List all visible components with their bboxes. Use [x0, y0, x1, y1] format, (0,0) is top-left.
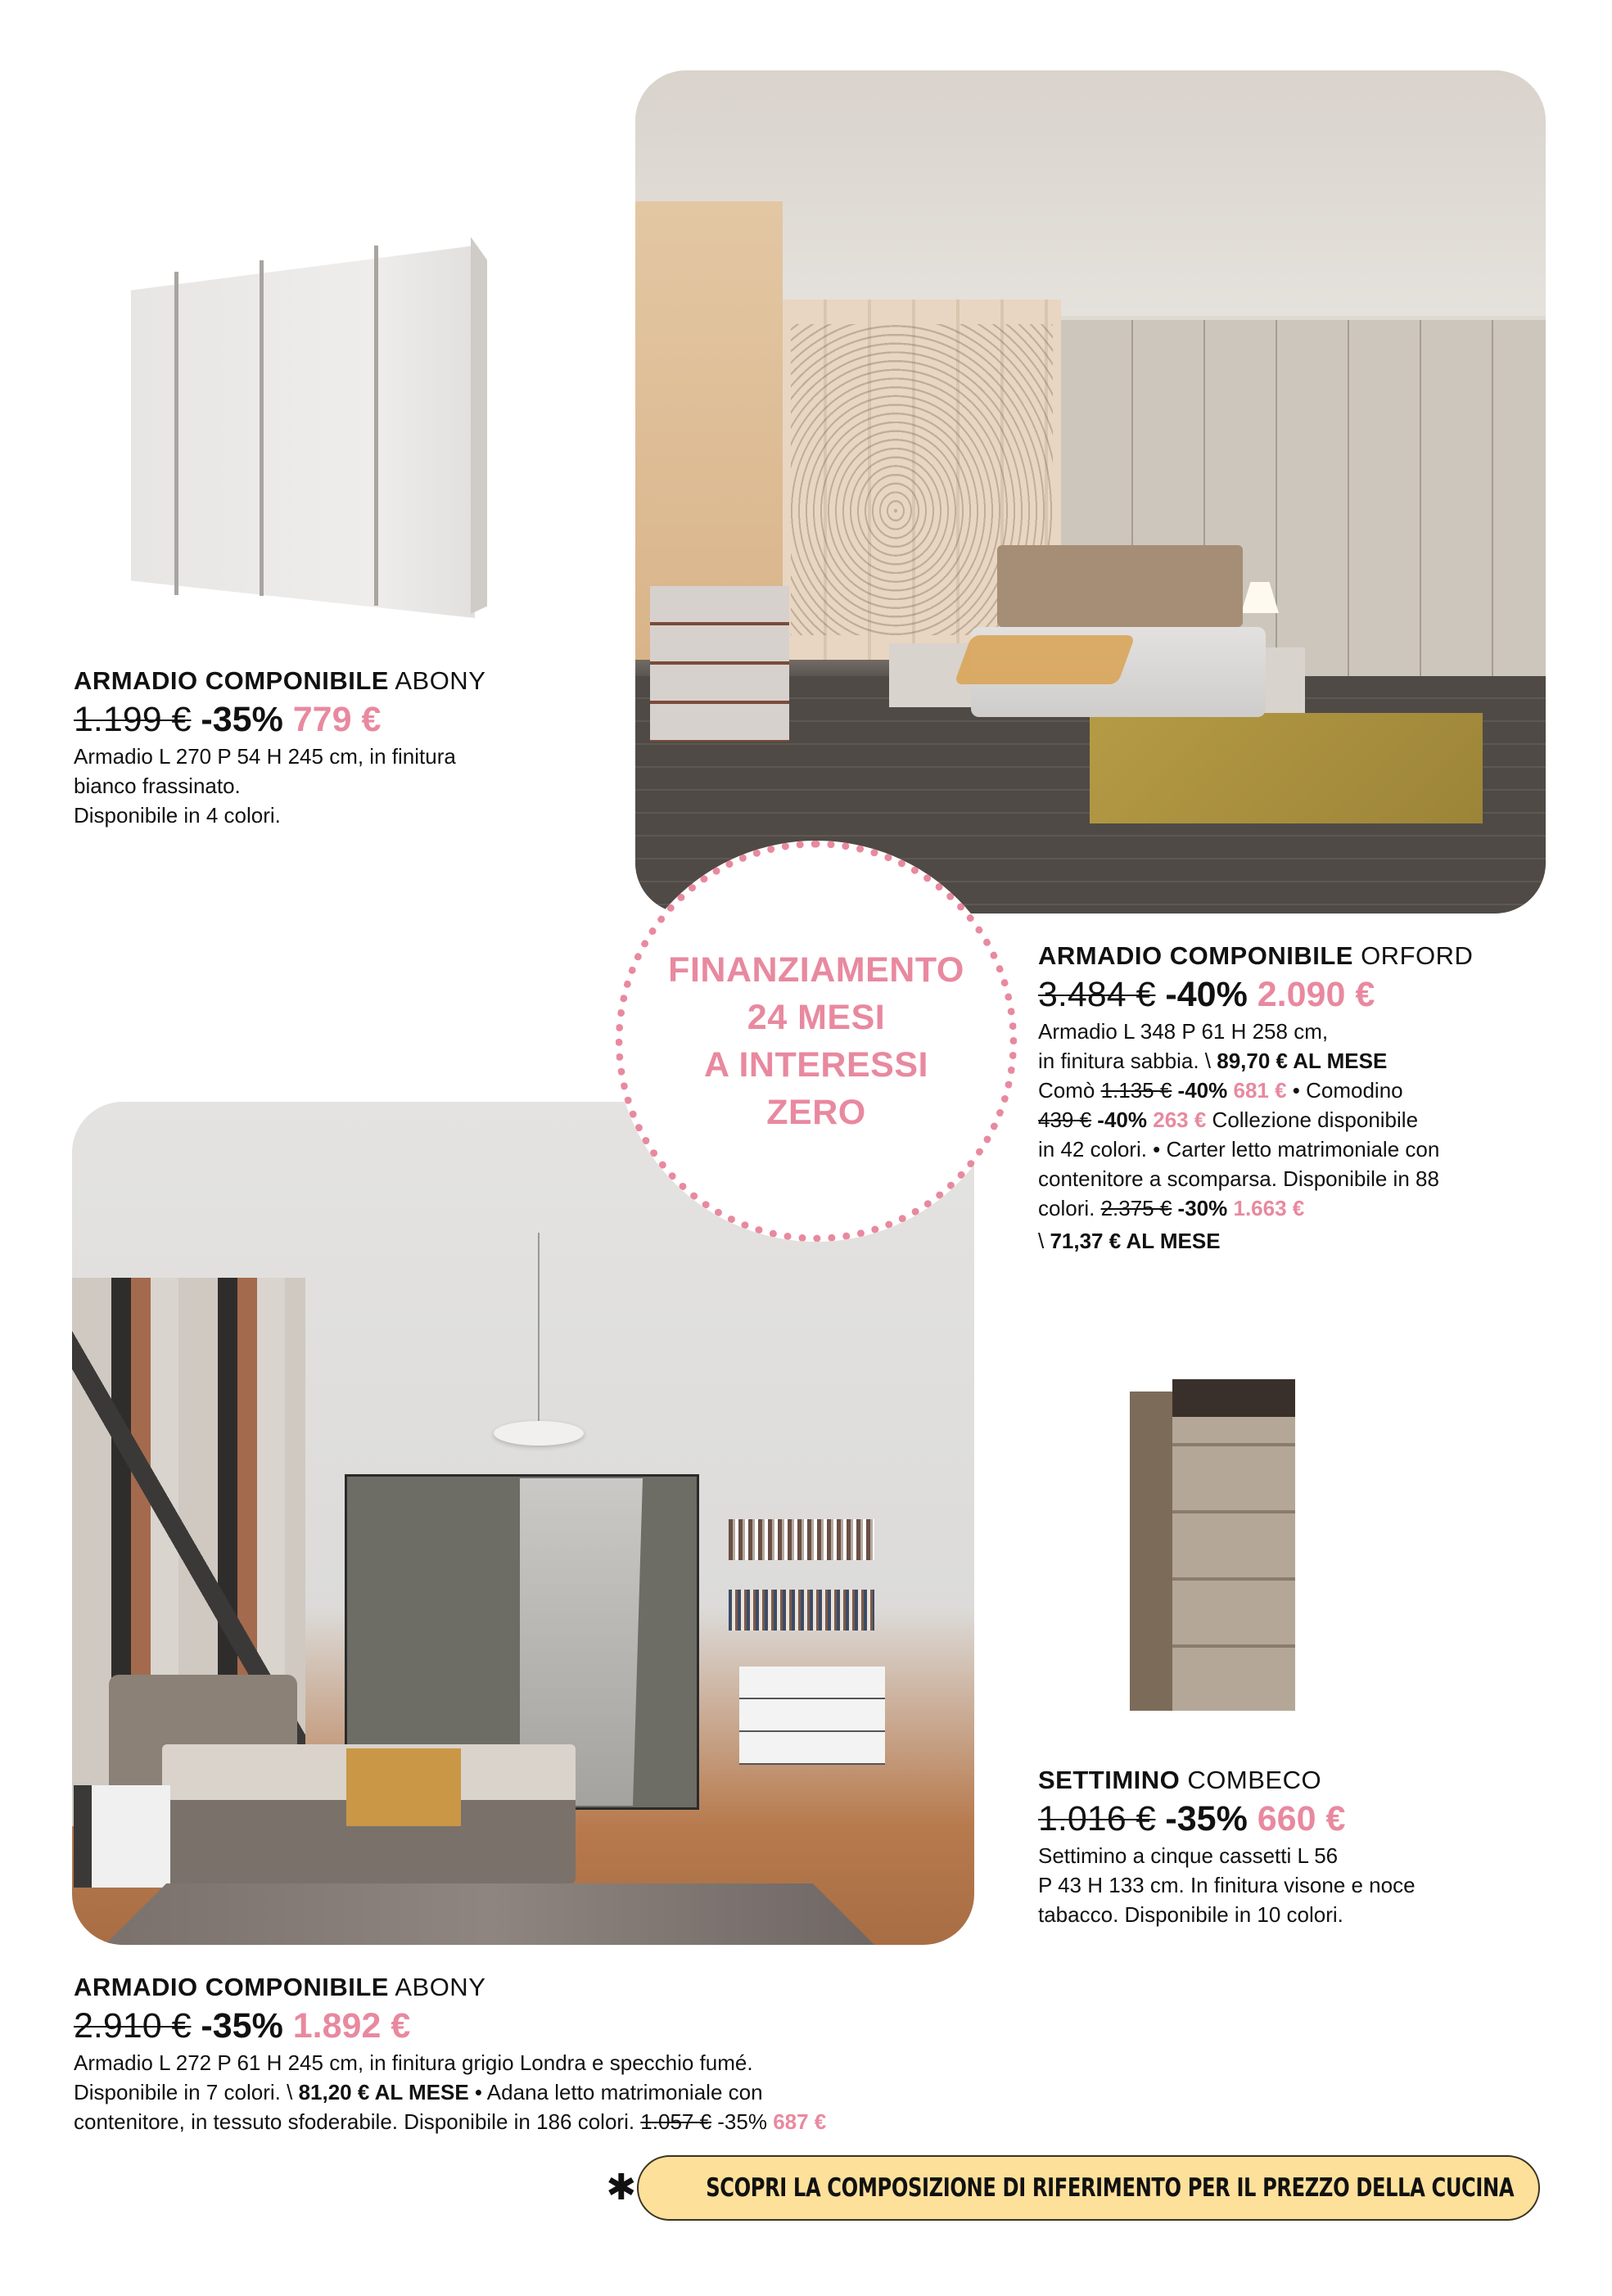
new-price: 687 € — [773, 2109, 827, 2134]
discount: -30% — [1172, 1196, 1234, 1220]
desc-line: Armadio L 272 P 61 H 245 cm, in finitura grigio Londra e specchio fumé. — [74, 2050, 753, 2075]
bookshelf-top — [729, 1519, 874, 1560]
monthly-payment: 71,37 € AL MESE — [1050, 1229, 1221, 1253]
desc-text: in finitura sabbia. \ — [1038, 1049, 1217, 1073]
desc-line — [1038, 1046, 1562, 1076]
desc-text: colori. — [1038, 1196, 1101, 1220]
new-price: 1.663 € — [1233, 1196, 1305, 1220]
wardrobe-handle — [260, 260, 264, 596]
desc-line: Settimino a cinque cassetti L 56 — [1038, 1843, 1339, 1868]
discount: -40% — [1091, 1107, 1154, 1132]
product-title — [1038, 1764, 1546, 1797]
desc-line — [74, 2107, 999, 2136]
old-price: 3.484 € — [1038, 975, 1156, 1014]
discount: -40% — [1165, 975, 1248, 1014]
desc-line — [1038, 1105, 1562, 1134]
product-armadio-abony-2 — [74, 1971, 999, 2136]
new-price: 779 € — [292, 700, 382, 739]
desc-line: tabacco. Disponibile in 10 colori. — [1038, 1902, 1343, 1927]
product-title — [1038, 940, 1562, 972]
desc-line: contenitore a scomparsa. Disponibile in 88 — [1038, 1166, 1439, 1191]
wardrobe-abony-image — [123, 221, 483, 626]
desc-line — [74, 2077, 999, 2107]
bedroom-orford-photo — [635, 70, 1546, 913]
desc-text: Disponibile in 7 colori. \ — [74, 2080, 299, 2104]
desc-text: • Comodino — [1286, 1078, 1403, 1103]
product-model: ABONY — [395, 1973, 486, 2001]
product-title — [74, 1971, 999, 2004]
product-title — [74, 665, 598, 697]
product-model: ABONY — [395, 666, 486, 695]
product-description — [1038, 1841, 1546, 1929]
nightstand — [74, 1785, 170, 1888]
wardrobe-body — [131, 246, 475, 618]
asterisk-icon: ✱ — [606, 2167, 637, 2208]
desc-text: contenitore, in tessuto sfoderabile. Disponibile in 186 colori. — [74, 2109, 641, 2134]
chest-of-drawers — [739, 1667, 885, 1765]
new-price: 660 € — [1257, 1799, 1346, 1838]
product-armadio-abony-1 — [74, 665, 598, 830]
settimino-front — [1172, 1379, 1295, 1711]
old-price: 1.057 € — [640, 2109, 712, 2134]
old-price: 439 € — [1038, 1107, 1092, 1132]
badge-line: 24 MESI — [747, 998, 886, 1037]
price-row — [1038, 1797, 1546, 1841]
new-price: 2.090 € — [1257, 975, 1375, 1014]
pendant-lamp — [494, 1421, 584, 1446]
desc-line: bianco frassinato. — [74, 774, 241, 798]
old-price: 1.199 € — [74, 700, 192, 739]
price-row — [74, 2004, 999, 2048]
badge-line: ZERO — [766, 1093, 866, 1132]
kitchen-price-cta[interactable] — [606, 2155, 1540, 2221]
badge-line: FINANZIAMENTO — [668, 950, 964, 990]
product-model: ORFORD — [1361, 941, 1474, 970]
desc-line: P 43 H 133 cm. In finitura visone e noce — [1038, 1873, 1416, 1897]
product-category: ARMADIO COMPONIBILE — [1038, 941, 1353, 970]
desc-line: Disponibile in 4 colori. — [74, 803, 281, 828]
desc-text: Collezione disponibile — [1206, 1107, 1419, 1132]
desc-line — [1038, 1226, 1562, 1256]
product-description — [74, 742, 598, 830]
wardrobe-side — [471, 229, 487, 614]
settimino-image — [1130, 1379, 1302, 1711]
product-armadio-orford — [1038, 940, 1562, 1256]
desc-text: • Adana letto matrimoniale con — [468, 2080, 763, 2104]
discount: -35% — [1165, 1799, 1248, 1838]
product-description — [1038, 1017, 1562, 1256]
throw-blanket — [346, 1748, 461, 1826]
price-row — [1038, 972, 1562, 1017]
old-price: 2.375 € — [1100, 1196, 1172, 1220]
desc-line — [1038, 1076, 1562, 1105]
old-price: 1.135 € — [1100, 1078, 1172, 1103]
throw-blanket — [954, 635, 1136, 684]
desc-line: in 42 colori. • Carter letto matrimoniale con — [1038, 1137, 1440, 1162]
discount: -35% — [711, 2109, 774, 2134]
discount: -40% — [1172, 1078, 1234, 1103]
product-category: ARMADIO COMPONIBILE — [74, 1973, 389, 2001]
discount: -35% — [201, 700, 283, 739]
financing-badge — [616, 841, 1017, 1242]
product-category: ARMADIO COMPONIBILE — [74, 666, 389, 695]
desc-line — [1038, 1193, 1562, 1223]
bookshelf-bottom — [729, 1590, 874, 1631]
price-row — [74, 697, 598, 742]
badge-line: A INTERESSI — [704, 1045, 928, 1085]
desc-line: Armadio L 348 P 61 H 258 cm, — [1038, 1019, 1329, 1044]
new-price: 681 € — [1233, 1078, 1287, 1103]
discount: -35% — [201, 2006, 283, 2046]
new-price: 1.892 € — [292, 2006, 411, 2046]
settimino-top — [1172, 1379, 1295, 1417]
desc-text: Comò — [1038, 1078, 1101, 1103]
old-price: 1.016 € — [1038, 1799, 1156, 1838]
settimino-side — [1130, 1392, 1172, 1711]
desc-line: Armadio L 270 P 54 H 245 cm, in finitura — [74, 744, 456, 769]
new-price: 263 € — [1153, 1107, 1207, 1132]
wardrobe-handle — [374, 246, 378, 606]
product-settimino-combeco — [1038, 1764, 1546, 1929]
headboard — [997, 545, 1243, 627]
product-category: SETTIMINO — [1038, 1766, 1181, 1794]
product-description — [74, 2048, 999, 2136]
rug — [1090, 713, 1483, 823]
rug — [105, 1883, 874, 1945]
cta-label: SCOPRI LA COMPOSIZIONE DI RIFERIMENTO PER IL PREZZO DELLA CUCINA — [706, 2173, 1515, 2203]
wardrobe-handle — [174, 272, 178, 595]
old-price: 2.910 € — [74, 2006, 192, 2046]
dresser — [650, 586, 789, 742]
monthly-payment: 81,20 € AL MESE — [298, 2080, 469, 2104]
lamp-cord — [538, 1233, 540, 1421]
desc-text: \ — [1038, 1229, 1050, 1253]
monthly-payment: 89,70 € AL MESE — [1217, 1049, 1388, 1073]
product-model: COMBECO — [1187, 1766, 1322, 1794]
